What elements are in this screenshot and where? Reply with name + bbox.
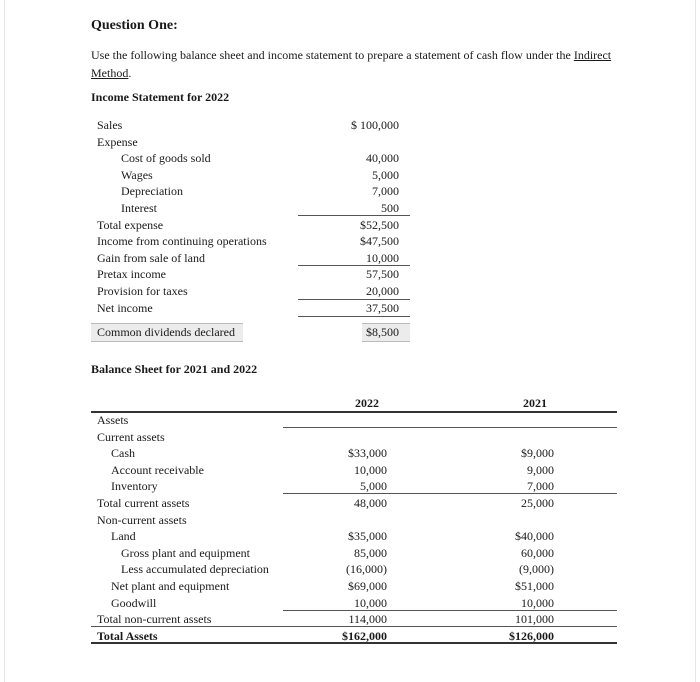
balance-row-2021-value: 60,000 <box>521 546 554 560</box>
balance-row <box>97 462 567 478</box>
balance-row-label: Net plant and equipment <box>111 579 230 593</box>
balance-row-2022-value: $162,000 <box>342 629 387 643</box>
income-row-label: Net income <box>97 301 153 315</box>
balance-row-2022-value: 5,000 <box>360 479 387 493</box>
income-row-label: Income from continuing operations <box>97 234 267 248</box>
balance-row <box>97 595 567 611</box>
bs-rule-current <box>283 493 617 494</box>
is-rule-total-expense <box>298 215 410 216</box>
income-row-value: 500 <box>381 201 399 215</box>
income-row <box>97 134 417 150</box>
bs-rule-total-bottom <box>91 642 617 644</box>
income-row <box>121 183 441 199</box>
balance-row-2021-value: $126,000 <box>509 629 554 643</box>
income-row-value: 40,000 <box>366 151 399 165</box>
balance-row-label: Total current assets <box>97 496 190 510</box>
income-row-value: 10,000 <box>366 251 399 265</box>
income-row-label: Interest <box>121 201 157 215</box>
balance-row <box>97 578 567 594</box>
balance-row-2022-value: $35,000 <box>348 529 387 543</box>
balance-row-label: Cash <box>111 446 135 460</box>
balance-row <box>97 429 567 445</box>
balance-row <box>97 495 567 511</box>
income-row-label: Cost of goods sold <box>121 151 211 165</box>
bs-rule-total-top <box>91 626 617 627</box>
balance-row-2021-value: 25,000 <box>521 496 554 510</box>
income-row-value: $52,500 <box>360 218 399 232</box>
income-row <box>97 217 417 233</box>
balance-row-2022-value: $69,000 <box>348 579 387 593</box>
balance-row-2022-value: 10,000 <box>354 596 387 610</box>
balance-row-2021-value: 7,000 <box>527 479 554 493</box>
income-row <box>121 200 441 216</box>
question-title: Question One: <box>91 18 178 33</box>
income-row-value: 37,500 <box>366 301 399 315</box>
balance-row <box>97 545 567 561</box>
balance-row-label: Total non-current assets <box>97 612 212 626</box>
balance-row-2022-value: (16,000) <box>346 562 387 576</box>
income-row-value: 5,000 <box>372 168 399 182</box>
balance-row-label: Inventory <box>111 479 158 493</box>
income-row <box>121 150 441 166</box>
balance-row-2022-value: 48,000 <box>354 496 387 510</box>
bs-rule-noncurrent <box>283 610 617 611</box>
income-row <box>97 250 417 266</box>
instruction-link: Indirect Method <box>91 48 612 80</box>
income-row-label: Gain from sale of land <box>97 251 205 265</box>
income-row <box>97 283 417 299</box>
balance-row-label: Land <box>111 529 136 543</box>
balance-row <box>97 445 567 461</box>
balance-row-label: Account receivable <box>111 463 204 477</box>
balance-row-2022-value: 10,000 <box>354 463 387 477</box>
balance-row <box>97 478 567 494</box>
balance-row-2022-value: 85,000 <box>354 546 387 560</box>
balance-row-2021-value: $40,000 <box>515 529 554 543</box>
income-row <box>121 167 441 183</box>
balance-row-label: Gross plant and equipment <box>121 546 250 560</box>
balance-row-label: Less accumulated depreciation <box>121 562 269 576</box>
is-rule-pretax <box>298 265 410 266</box>
column-header-2021: 2021 <box>523 396 547 410</box>
balance-row-2021-value: $51,000 <box>515 579 554 593</box>
income-row-label: Sales <box>97 118 123 132</box>
income-row <box>97 266 417 282</box>
dividends-row <box>97 324 417 340</box>
dividends-value: $8,500 <box>366 325 399 339</box>
instruction-prefix: Use the following balance sheet and income statement to prepare a statement of cash flow under the <box>91 48 574 62</box>
instruction-text <box>91 46 631 82</box>
income-row <box>97 117 417 133</box>
income-statement-heading: Income Statement for 2022 <box>91 90 230 104</box>
balance-row-2021-value: 9,000 <box>527 463 554 477</box>
balance-row <box>97 512 567 528</box>
income-row-value: $47,500 <box>360 234 399 248</box>
balance-row-2021-value: 101,000 <box>515 612 554 626</box>
balance-row-label: Total Assets <box>97 629 158 643</box>
income-row-label: Pretax income <box>97 267 166 281</box>
dividends-label: Common dividends declared <box>97 325 235 339</box>
balance-row-2021-value: $9,000 <box>521 446 554 460</box>
income-row-label: Depreciation <box>121 184 183 198</box>
income-row-label: Wages <box>121 168 153 182</box>
income-row-label: Provision for taxes <box>97 284 188 298</box>
instruction-suffix: . <box>128 66 132 80</box>
is-rule-net-income <box>298 299 410 300</box>
balance-row-label: Current assets <box>97 430 165 444</box>
balance-row-label: Assets <box>97 413 129 427</box>
income-row-value: 57,500 <box>366 267 399 281</box>
income-row <box>97 233 417 249</box>
document-page <box>5 0 695 682</box>
income-row-value: $ 100,000 <box>351 118 399 132</box>
balance-sheet-heading: Balance Sheet for 2021 and 2022 <box>91 362 258 376</box>
balance-row-2022-value: 114,000 <box>348 612 387 626</box>
balance-row <box>97 611 567 627</box>
balance-row-2022-value: $33,000 <box>348 446 387 460</box>
income-row-value: 7,000 <box>372 184 399 198</box>
balance-row-label: Non-current assets <box>97 513 187 527</box>
balance-row-label: Goodwill <box>111 596 157 610</box>
balance-row-2021-value: (9,000) <box>519 562 554 576</box>
balance-row <box>97 412 567 428</box>
income-row-value: 20,000 <box>366 284 399 298</box>
balance-row <box>97 528 567 544</box>
income-row-label: Expense <box>97 135 138 149</box>
is-rule-net-income-under <box>298 316 410 317</box>
balance-row <box>97 561 567 577</box>
column-header-2022: 2022 <box>355 396 379 410</box>
income-row-label: Total expense <box>97 218 164 232</box>
income-row <box>97 300 417 316</box>
balance-row-2021-value: 10,000 <box>521 596 554 610</box>
